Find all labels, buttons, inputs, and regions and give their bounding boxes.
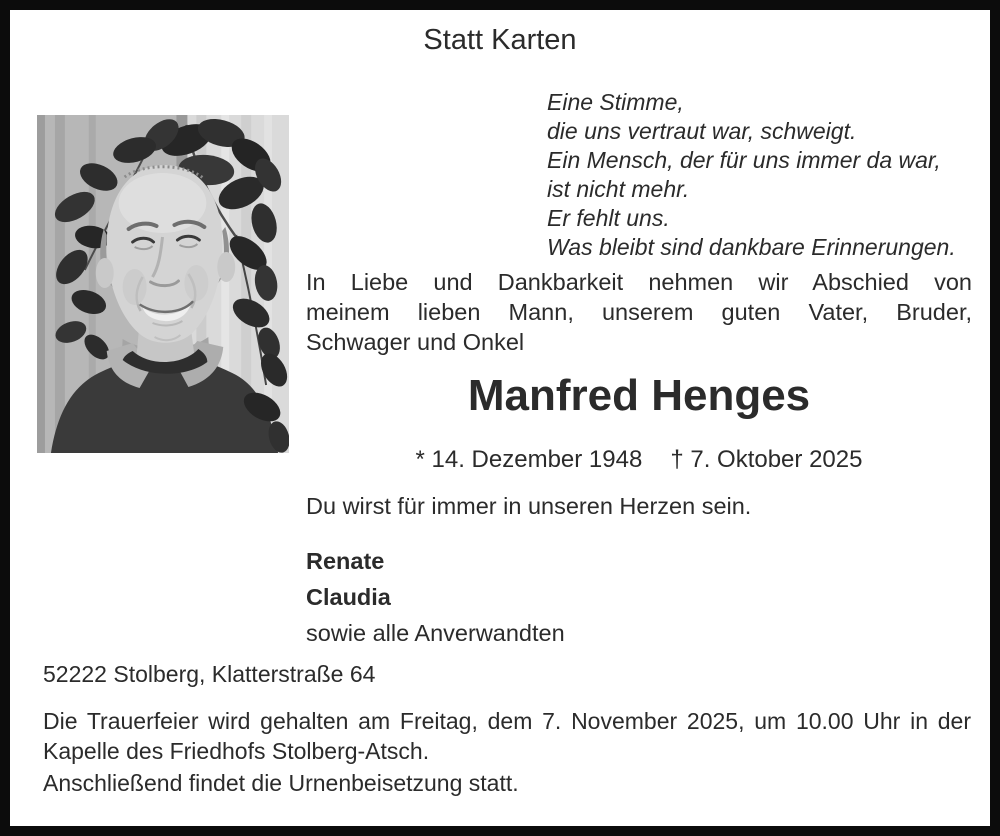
mourner-name: Claudia <box>306 584 391 610</box>
intro-line: In Liebe und Dankbarkeit nehmen wir Abschied von <box>306 269 972 295</box>
service-line: Kapelle des Friedhofs Stolberg-Atsch. <box>43 738 430 764</box>
birth-date: * 14. Dezember 1948 <box>415 446 643 473</box>
mourner-name: Renate <box>306 548 385 574</box>
notice-header: Statt Karten <box>423 24 577 56</box>
address-line: 52222 Stolberg, Klatterstraße 64 <box>43 661 376 687</box>
death-date: † 7. Oktober 2025 <box>670 446 863 473</box>
poem-line: Eine Stimme, <box>547 89 684 115</box>
poem-line: Ein Mensch, der für uns immer da war, <box>547 147 941 173</box>
intro-line: meinem lieben Mann, unserem guten Vater, Bruder, <box>306 299 972 325</box>
portrait-photo-image <box>37 115 289 453</box>
service-info <box>43 706 971 766</box>
life-dates <box>306 446 972 474</box>
farewell-line: Du wirst für immer in unseren Herzen sein. <box>306 493 752 519</box>
service-line: Die Trauerfeier wird gehalten am Freitag, dem 7. November 2025, um 10.00 Uhr in der <box>43 708 971 734</box>
mourners-list <box>306 543 565 651</box>
memorial-poem <box>547 88 956 262</box>
poem-line: Was bleibt sind dankbare Erinnerungen. <box>547 234 956 260</box>
poem-line: Er fehlt uns. <box>547 205 670 231</box>
deceased-name: Manfred Henges <box>467 371 811 420</box>
poem-line: ist nicht mehr. <box>547 176 690 202</box>
farewell-intro <box>306 267 972 357</box>
mourners-others: sowie alle Anverwandten <box>306 620 565 646</box>
poem-line: die uns vertraut war, schweigt. <box>547 118 857 144</box>
portrait-photo <box>37 115 289 453</box>
burial-info: Anschließend findet die Urnenbeisetzung statt. <box>43 770 519 796</box>
intro-line: Schwager und Onkel <box>306 329 525 355</box>
